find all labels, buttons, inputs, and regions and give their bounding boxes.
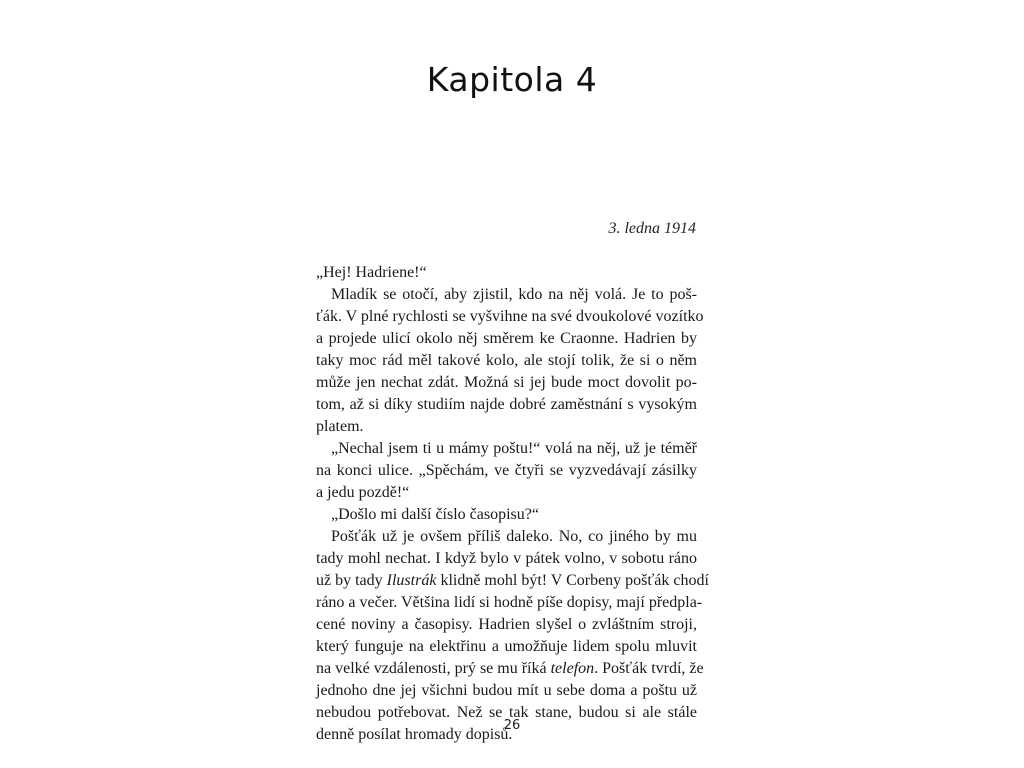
- text-segment: už by tady: [316, 572, 387, 589]
- text-line: tady mohl nechat. I když bylo v pátek volno, v sobotu ráno: [316, 550, 697, 567]
- text-line: jednoho dne jej všichni budou mít u sebe doma a poštu už: [316, 682, 697, 699]
- italic-term: telefon: [550, 660, 595, 677]
- text-segment: . Pošťák tvrdí, že: [594, 660, 704, 677]
- page-number: 26: [503, 718, 521, 733]
- text-line: denně posílat hromady dopisů.: [316, 726, 513, 743]
- text-line: Mladík se otočí, aby zjistil, kdo na něj volá. Je to poš-: [331, 286, 697, 303]
- text-line: Pošťák už je ovšem příliš daleko. No, co jiného by mu: [331, 528, 697, 545]
- text-line: nebudou potřebovat. Než se tak stane, budou si ale stále: [316, 704, 697, 721]
- text-line: na konci ulice. „Spěchám, ve čtyři se vyzvedávají zásilky: [316, 462, 697, 479]
- text-line: cené noviny a časopisy. Hadrien slyšel o zvláštním stroji,: [316, 616, 697, 633]
- text-line: „Nechal jsem ti u mámy poštu!“ volá na něj, už je téměř: [331, 440, 697, 457]
- text-segment: klidně mohl být! V Corbeny pošťák chodí: [436, 572, 709, 589]
- text-line: taky moc rád měl takové kolo, ale stojí tolik, že si o něm: [316, 352, 697, 369]
- text-line: platem.: [316, 418, 364, 435]
- text-line: může jen nechat zdát. Možná si jej bude moct dovolit po-: [316, 374, 697, 391]
- text-line: „Došlo mi další číslo časopisu?“: [331, 506, 539, 523]
- text-line: a projede ulicí okolo něj směrem ke Craonne. Hadrien by: [316, 330, 697, 347]
- text-segment: na velké vzdálenosti, prý se mu říká: [316, 660, 551, 677]
- text-line: „Hej! Hadriene!“: [316, 264, 427, 281]
- text-line: ráno a večer. Většina lidí si hodně píše dopisy, mají předpla-: [316, 594, 703, 611]
- text-line: [316, 570, 709, 592]
- chapter-title: Kapitola 4: [426, 60, 598, 99]
- text-line: a jedu pozdě!“: [316, 484, 410, 501]
- text-line: který funguje na elektřinu a umožňuje lidem spolu mluvit: [316, 638, 697, 655]
- text-line: [316, 658, 704, 680]
- italic-term: Ilustrák: [386, 572, 437, 589]
- chapter-date: 3. ledna 1914: [608, 220, 696, 237]
- text-line: tom, až si díky studiím najde dobré zaměstnání s vysokým: [316, 396, 697, 413]
- text-line: ťák. V plné rychlosti se vyšvihne na své dvoukolové vozítko: [316, 308, 704, 325]
- body-text: [316, 262, 709, 746]
